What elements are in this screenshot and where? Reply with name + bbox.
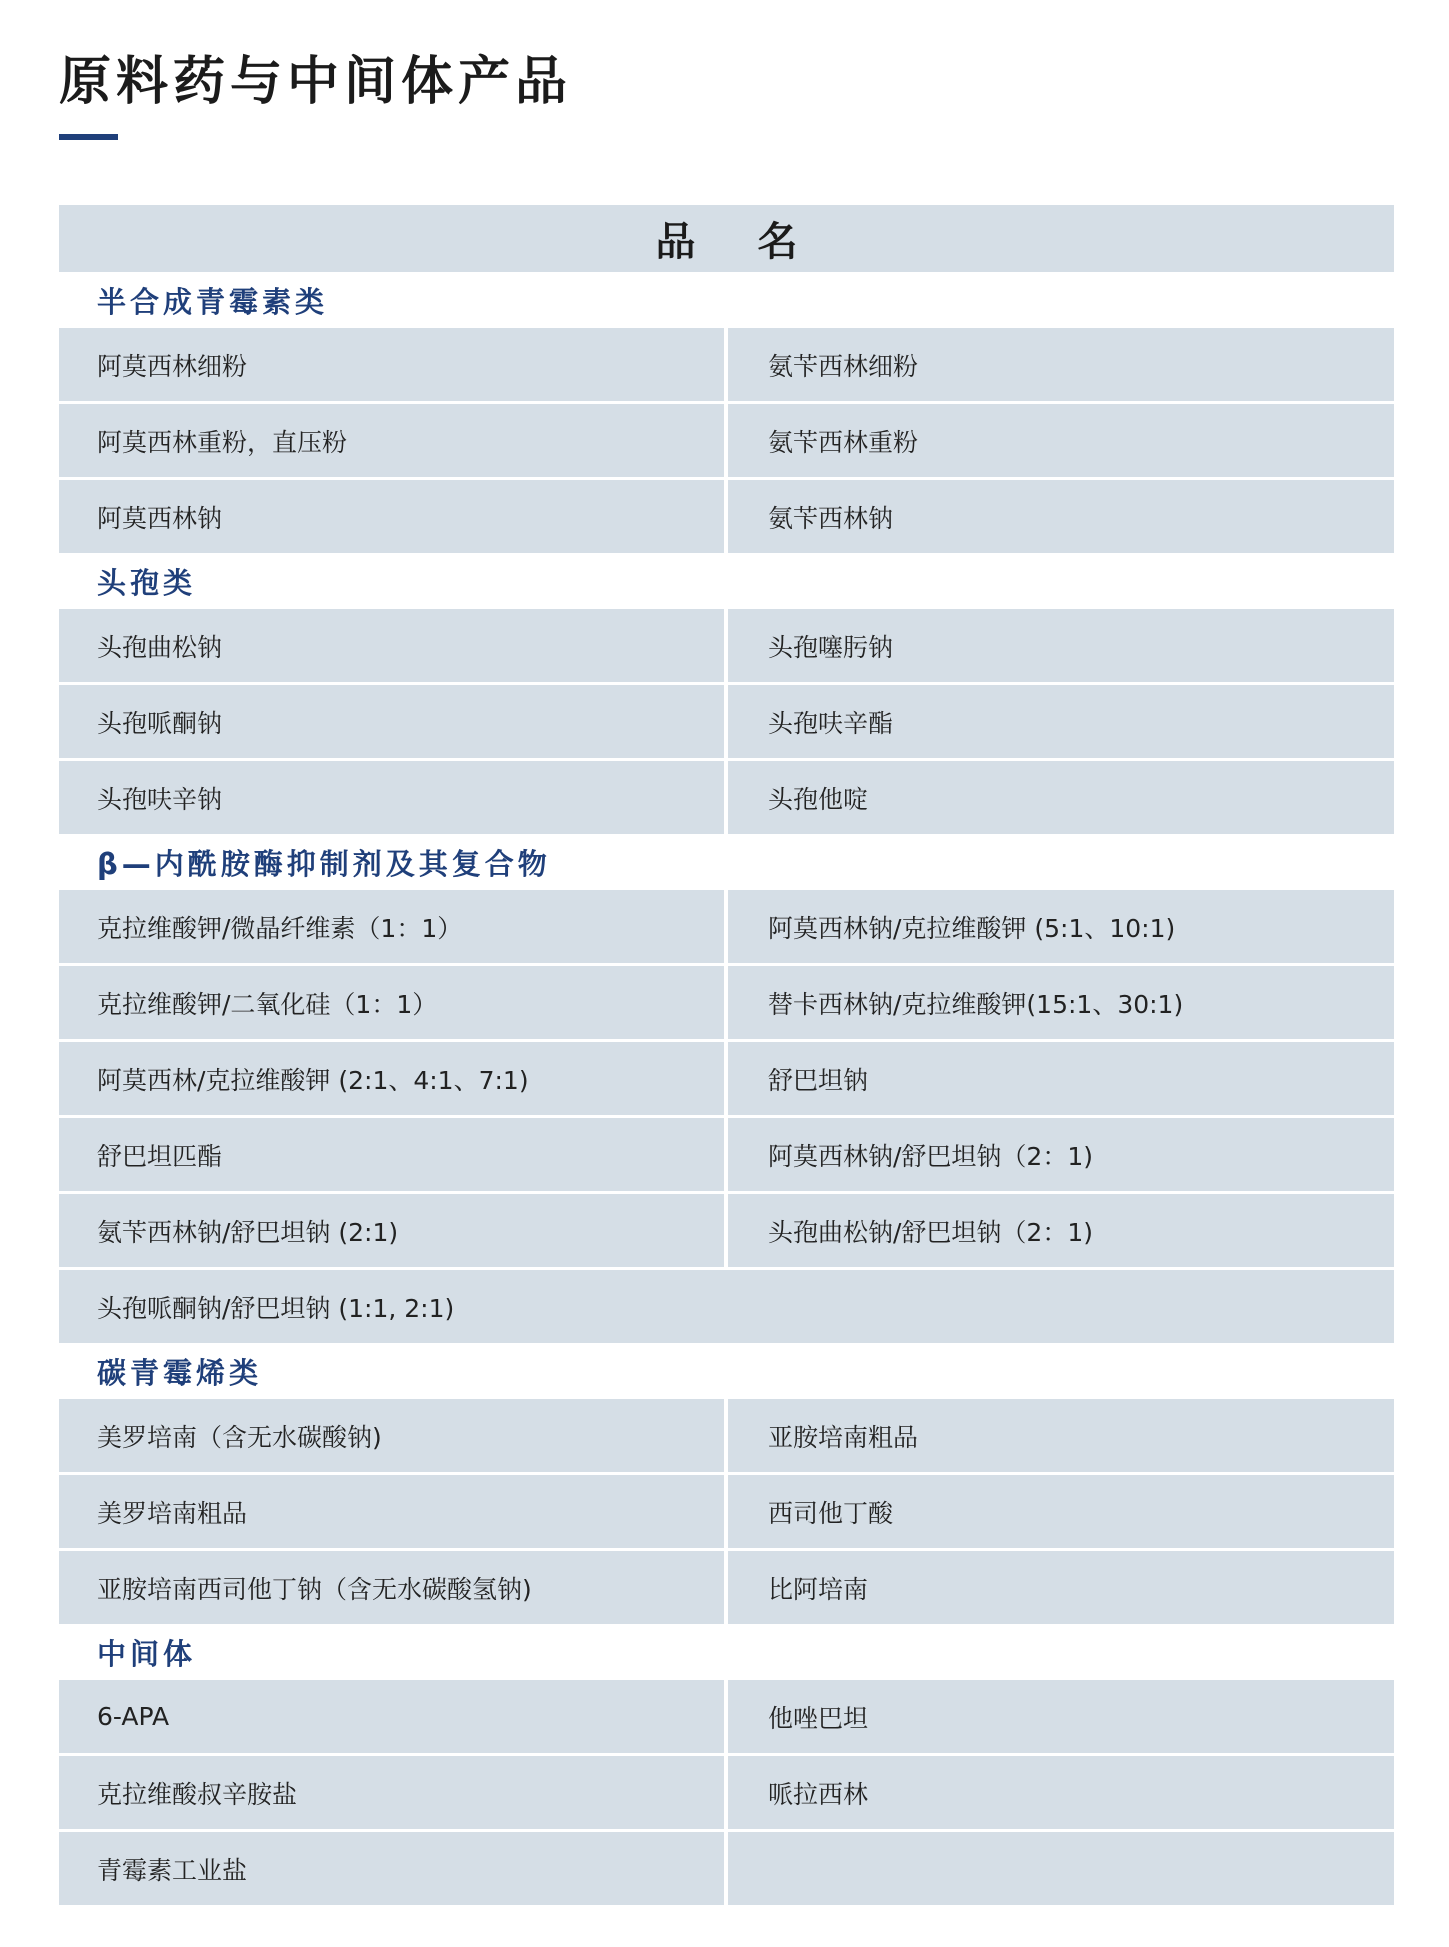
product-cell: 阿莫西林/克拉维酸钾 (2:1、4:1、7:1) xyxy=(59,1042,724,1115)
product-cell: 克拉维酸钾/二氧化硅（1：1） xyxy=(59,966,724,1039)
table-row xyxy=(59,1270,1394,1343)
table-row xyxy=(59,1194,1394,1267)
product-cell: 阿莫西林细粉 xyxy=(59,328,724,401)
product-cell: 阿莫西林钠/舒巴坦钠（2：1) xyxy=(728,1118,1394,1191)
empty-cell xyxy=(728,1832,1394,1905)
title-underline xyxy=(59,134,118,140)
product-cell: 舒巴坦钠 xyxy=(728,1042,1394,1115)
table-row xyxy=(59,1118,1394,1191)
table-row xyxy=(59,890,1394,963)
product-cell: 替卡西林钠/克拉维酸钾(15:1、30:1) xyxy=(728,966,1394,1039)
product-cell: 阿莫西林重粉，直压粉 xyxy=(59,404,724,477)
product-cell: 氨苄西林重粉 xyxy=(728,404,1394,477)
product-cell: 氨苄西林钠 xyxy=(728,480,1394,553)
product-cell: 阿莫西林钠/克拉维酸钾 (5:1、10:1) xyxy=(728,890,1394,963)
table-row xyxy=(59,1475,1394,1548)
product-cell: 氨苄西林细粉 xyxy=(728,328,1394,401)
product-cell: 美罗培南（含无水碳酸钠) xyxy=(59,1399,724,1472)
product-cell: 头孢哌酮钠 xyxy=(59,685,724,758)
table-row xyxy=(59,1680,1394,1753)
table-row xyxy=(59,1756,1394,1829)
product-cell: 头孢曲松钠 xyxy=(59,609,724,682)
table-row xyxy=(59,404,1394,477)
product-cell: 美罗培南粗品 xyxy=(59,1475,724,1548)
table-row xyxy=(59,685,1394,758)
product-cell: 西司他丁酸 xyxy=(728,1475,1394,1548)
product-cell: 亚胺培南西司他丁钠（含无水碳酸氢钠) xyxy=(59,1551,724,1624)
product-table xyxy=(59,205,1394,1905)
product-cell: 头孢曲松钠/舒巴坦钠（2：1) xyxy=(728,1194,1394,1267)
product-cell: 克拉维酸叔辛胺盐 xyxy=(59,1756,724,1829)
table-row xyxy=(59,480,1394,553)
table-row xyxy=(59,1832,1394,1905)
product-cell: 阿莫西林钠 xyxy=(59,480,724,553)
product-cell: 舒巴坦匹酯 xyxy=(59,1118,724,1191)
product-cell: 6-APA xyxy=(59,1680,724,1753)
product-cell: 氨苄西林钠/舒巴坦钠 (2:1) xyxy=(59,1194,724,1267)
section-title-beta-lactamase-inhibitors: β—内酰胺酶抑制剂及其复合物 xyxy=(97,846,551,881)
page-title: 原料药与中间体产品 xyxy=(59,52,573,112)
product-cell: 头孢哌酮钠/舒巴坦钠 (1:1, 2:1) xyxy=(59,1270,1394,1343)
product-cell: 克拉维酸钾/微晶纤维素（1：1） xyxy=(59,890,724,963)
product-cell: 头孢呋辛钠 xyxy=(59,761,724,834)
section-title-cephalosporins: 头孢类 xyxy=(97,565,197,600)
table-header: 品名 xyxy=(59,205,1394,272)
product-cell: 比阿培南 xyxy=(728,1551,1394,1624)
product-cell: 亚胺培南粗品 xyxy=(728,1399,1394,1472)
product-cell: 头孢噻肟钠 xyxy=(728,609,1394,682)
table-row xyxy=(59,1042,1394,1115)
section-title-intermediates: 中间体 xyxy=(97,1636,197,1671)
product-cell: 哌拉西林 xyxy=(728,1756,1394,1829)
table-row xyxy=(59,1399,1394,1472)
product-cell: 他唑巴坦 xyxy=(728,1680,1394,1753)
section-title-semisynthetic-penicillins: 半合成青霉素类 xyxy=(97,284,329,319)
section-title-carbapenems: 碳青霉烯类 xyxy=(97,1355,263,1390)
table-row xyxy=(59,609,1394,682)
product-cell: 头孢呋辛酯 xyxy=(728,685,1394,758)
table-row xyxy=(59,966,1394,1039)
table-row xyxy=(59,1551,1394,1624)
table-row xyxy=(59,761,1394,834)
product-cell: 头孢他啶 xyxy=(728,761,1394,834)
product-cell: 青霉素工业盐 xyxy=(59,1832,724,1905)
table-row xyxy=(59,328,1394,401)
